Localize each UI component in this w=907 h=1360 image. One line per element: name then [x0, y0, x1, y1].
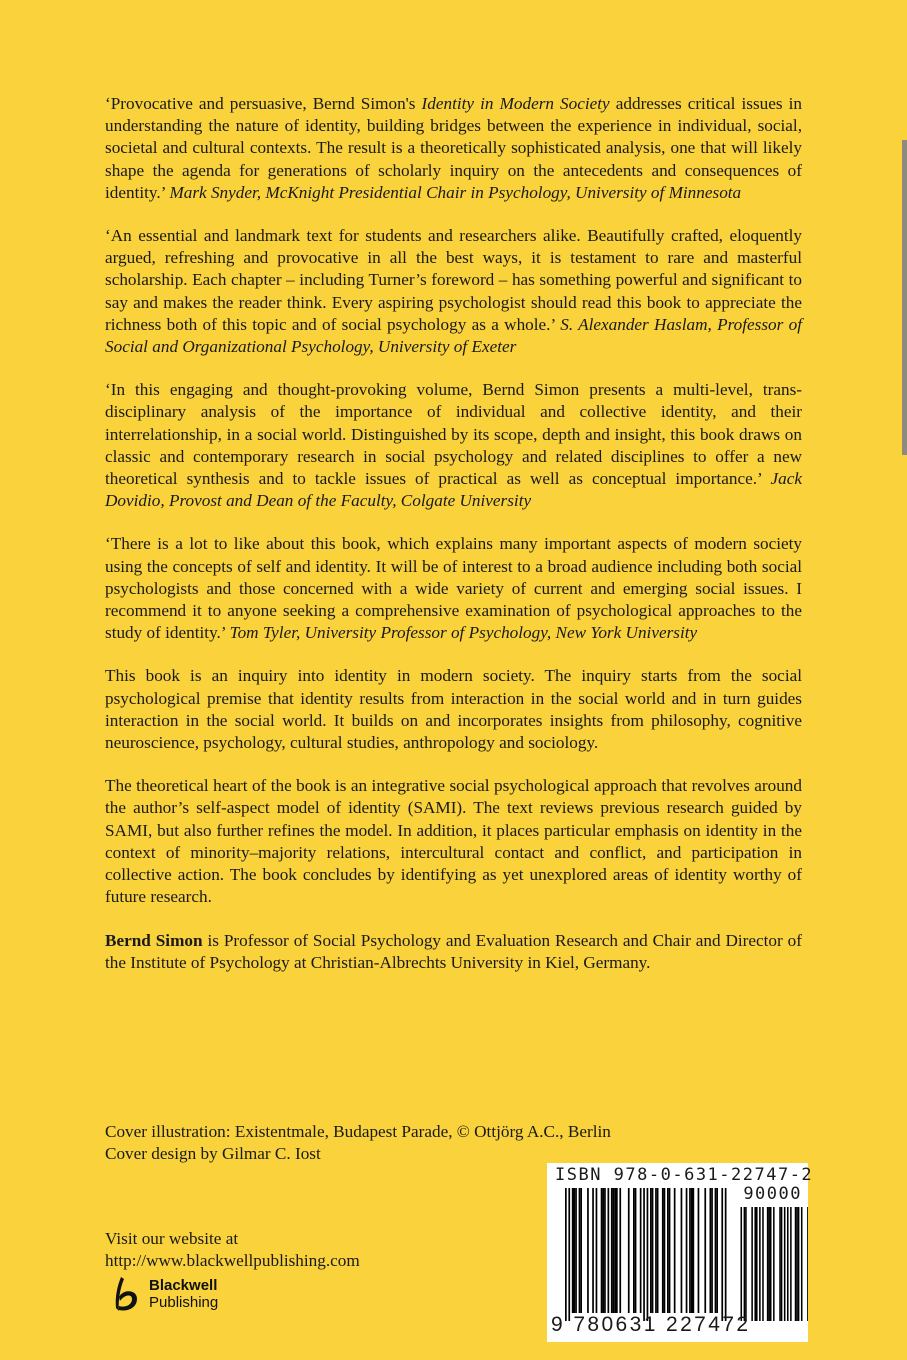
barcode-addon-bar	[754, 1207, 756, 1321]
barcode-addon-bar	[801, 1207, 803, 1321]
barcode-bar	[611, 1188, 613, 1313]
barcode-addon-bar	[784, 1207, 786, 1321]
price-code: 90000	[743, 1184, 802, 1204]
isbn-barcode	[547, 1163, 814, 1342]
website-block	[105, 1228, 445, 1272]
review-attribution: S. Alexander Haslam, Professor of Social and Organizational Psychology, University of Exeter	[105, 314, 802, 357]
barcode-bar	[602, 1188, 604, 1313]
barcode-bar	[725, 1188, 727, 1321]
review-2: ‘An essential and landmark text for students and researchers alike. Beautifully crafted, eloquently argued, refreshing and provocative in all the best ways, it is testament to rare and masterful scholarship. Each chapter – including Turner’s foreword – has something powerful and significant to say and makes the reader think. Every aspiring psychologist should read this book to appreciate the richness both of this topic and of social psychology as a whole.’ S. Alexander Haslam, Professor of Social and Organizational Psychology, University of Exeter	[105, 226, 802, 357]
barcode-bar	[580, 1188, 582, 1313]
barcode-bar	[704, 1188, 706, 1313]
barcode-addon-bar	[751, 1207, 753, 1321]
cover-credits	[105, 1121, 705, 1165]
illustration-credit: Cover illustration: Existentmale, Budapest Parade, © Ottjörg A.C., Berlin	[105, 1122, 611, 1141]
barcode-bar	[601, 1188, 603, 1313]
barcode-bar	[640, 1188, 642, 1313]
barcode-addon-bar	[790, 1207, 792, 1321]
barcode-bar	[614, 1188, 616, 1313]
barcode-addon-bar	[767, 1207, 769, 1321]
review-1: ‘Provocative and persuasive, Bernd Simon's Identity in Modern Society addresses critical issues in understanding the nature of identity, building bridges between the experience in individual, social, societal and cultural contexts. The result is a theoretically sophisticated analysis, one that will likely shape the agenda for generations of scholarly inquiry on the antecedents and consequences of identity.’ Mark Snyder, McKnight Presidential Chair in Psychology, University of Minnesota	[105, 94, 803, 202]
barcode-addon-bar	[756, 1207, 758, 1321]
barcode-bar	[635, 1188, 637, 1313]
barcode-bar	[572, 1188, 574, 1313]
barcode-bar	[565, 1188, 567, 1321]
barcode-bar	[613, 1188, 615, 1313]
barcode-bar	[652, 1188, 654, 1313]
barcode-bar	[686, 1188, 688, 1313]
barcode-digits: 9 780631 227472	[551, 1313, 751, 1336]
barcode-bar	[628, 1188, 630, 1313]
barcode-bar	[633, 1188, 635, 1313]
barcode-addon-bar	[779, 1207, 781, 1321]
barcode-addon-bar	[798, 1207, 800, 1321]
barcode-bar	[691, 1188, 693, 1313]
barcode-bar	[674, 1188, 676, 1313]
barcode-bar	[667, 1188, 669, 1313]
barcode-bar	[608, 1188, 610, 1313]
barcode-bar	[575, 1188, 577, 1313]
barcode-addon-bar	[768, 1207, 770, 1321]
barcode-bar	[568, 1188, 570, 1321]
author-bio: Bernd Simon is Professor of Social Psychology and Evaluation Research and Chair and Director of the Institute of Psychology at Christian-Albrechts University in Kiel, Germany.	[105, 930, 802, 972]
book-title: Identity in Modern Society	[421, 94, 610, 113]
barcode-bar	[657, 1188, 659, 1313]
barcode-bar	[579, 1188, 581, 1313]
review-3: ‘In this engaging and thought-provoking volume, Bernd Simon presents a multi-level, trans-disciplinary analysis of the importance of individual and collective identity, and their interrelationship, in a social world. Distinguished by its scope, depth and insight, this book draws on classic and contemporary research in social psychology and related disciplines to offer a new theoretical synthesis and to tackle issues of practical as well as conceptual importance.’ Jack Dovidio, Provost and Dean of the Faculty, Colgate University	[105, 380, 802, 511]
barcode-bar	[711, 1188, 713, 1313]
design-credit: Cover design by Gilmar C. Iost	[105, 1144, 321, 1163]
barcode-bar	[715, 1188, 717, 1313]
isbn-label: ISBN 978-0-631-22747-2	[555, 1165, 814, 1185]
barcode-addon-bar	[787, 1207, 789, 1321]
barcode-addon-bar	[770, 1207, 772, 1321]
barcode-addon-bar	[745, 1207, 747, 1321]
review-attribution: Tom Tyler, University Professor of Psychology, New York University	[229, 623, 698, 643]
barcode-bar	[698, 1188, 700, 1313]
description-paragraph: This book is an inquiry into identity in modern society. The inquiry starts from the social psychological premise that identity results from interaction in the social world and in turn guides interaction in the social world. It builds on and incorporates insights from philosophy, cognitive neuroscience, psychology, cultural studies, anthropology and sociology.	[105, 666, 802, 753]
website-url[interactable]: http://www.blackwellpublishing.com	[105, 1251, 360, 1270]
barcode-bar	[604, 1188, 606, 1313]
barcode-addon-bar	[807, 1207, 808, 1321]
barcode-bar	[643, 1188, 645, 1321]
publisher-logo	[107, 1272, 247, 1316]
barcode-bar	[616, 1188, 618, 1313]
author-name: Bernd Simon	[105, 930, 203, 950]
barcode-addon-bar	[762, 1207, 764, 1321]
barcode-addon-bar	[773, 1207, 775, 1321]
barcode-bar	[681, 1188, 683, 1313]
blackwell-b-logo-icon	[107, 1275, 143, 1313]
barcode-addon-bar	[796, 1207, 798, 1321]
review-attribution: Mark Snyder, McKnight Presidential Chair in Psychology, University of Minnesota	[169, 182, 742, 202]
barcode-bar	[662, 1188, 664, 1313]
barcode-bar	[716, 1188, 718, 1313]
description-paragraph: The theoretical heart of the book is an integrative social psychological approach that revolves around the author’s self-aspect model of identity (SAMI). The text reviews previous research guided by SAMI, but also further refines the model. In addition, it places particular emphasis on identity in the context of minority–majority relations, intercultural contact and conflict, and participation in collective action. The book concludes by identifying as yet unexplored areas of identity worthy of future research.	[105, 776, 802, 907]
barcode-addon-bar	[759, 1207, 761, 1321]
barcode-bar	[710, 1188, 712, 1313]
barcode-bar	[721, 1188, 723, 1321]
barcode-bar	[650, 1188, 652, 1313]
barcode-bar	[664, 1188, 666, 1313]
barcode-bar	[587, 1188, 589, 1313]
barcode-addon-bar	[744, 1207, 746, 1321]
barcode-bar	[619, 1188, 621, 1313]
barcode-addon-bar	[741, 1207, 743, 1321]
page-edge-shadow	[902, 140, 907, 455]
back-cover-text	[105, 93, 802, 995]
barcode-bar	[574, 1188, 576, 1313]
website-label: Visit our website at	[105, 1229, 239, 1248]
barcode-addon-bar	[781, 1207, 783, 1321]
review-attribution: Jack Dovidio, Provost and Dean of the Faculty, Colgate University	[105, 469, 802, 511]
barcode-bar	[655, 1188, 657, 1313]
barcode-bar	[669, 1188, 671, 1313]
barcode-bar	[689, 1188, 691, 1313]
publisher-name: Blackwell Publishing	[149, 1277, 219, 1311]
barcode-bar	[592, 1188, 594, 1313]
review-4: ‘There is a lot to like about this book, which explains many important aspects of modern society using the concepts of self and identity. It will be of interest to a broad audience including both social psychologists and those concerned with a wide variety of current and emerging social issues. I recommend it to anyone seeking a comprehensive examination of psychological approaches to the study of identity.’ Tom Tyler, University Professor of Psychology, New York University	[105, 534, 802, 643]
barcode-addon-bar	[795, 1207, 797, 1321]
barcode-bar	[596, 1188, 598, 1313]
barcode-bar	[693, 1188, 695, 1313]
barcode-bar	[647, 1188, 649, 1321]
